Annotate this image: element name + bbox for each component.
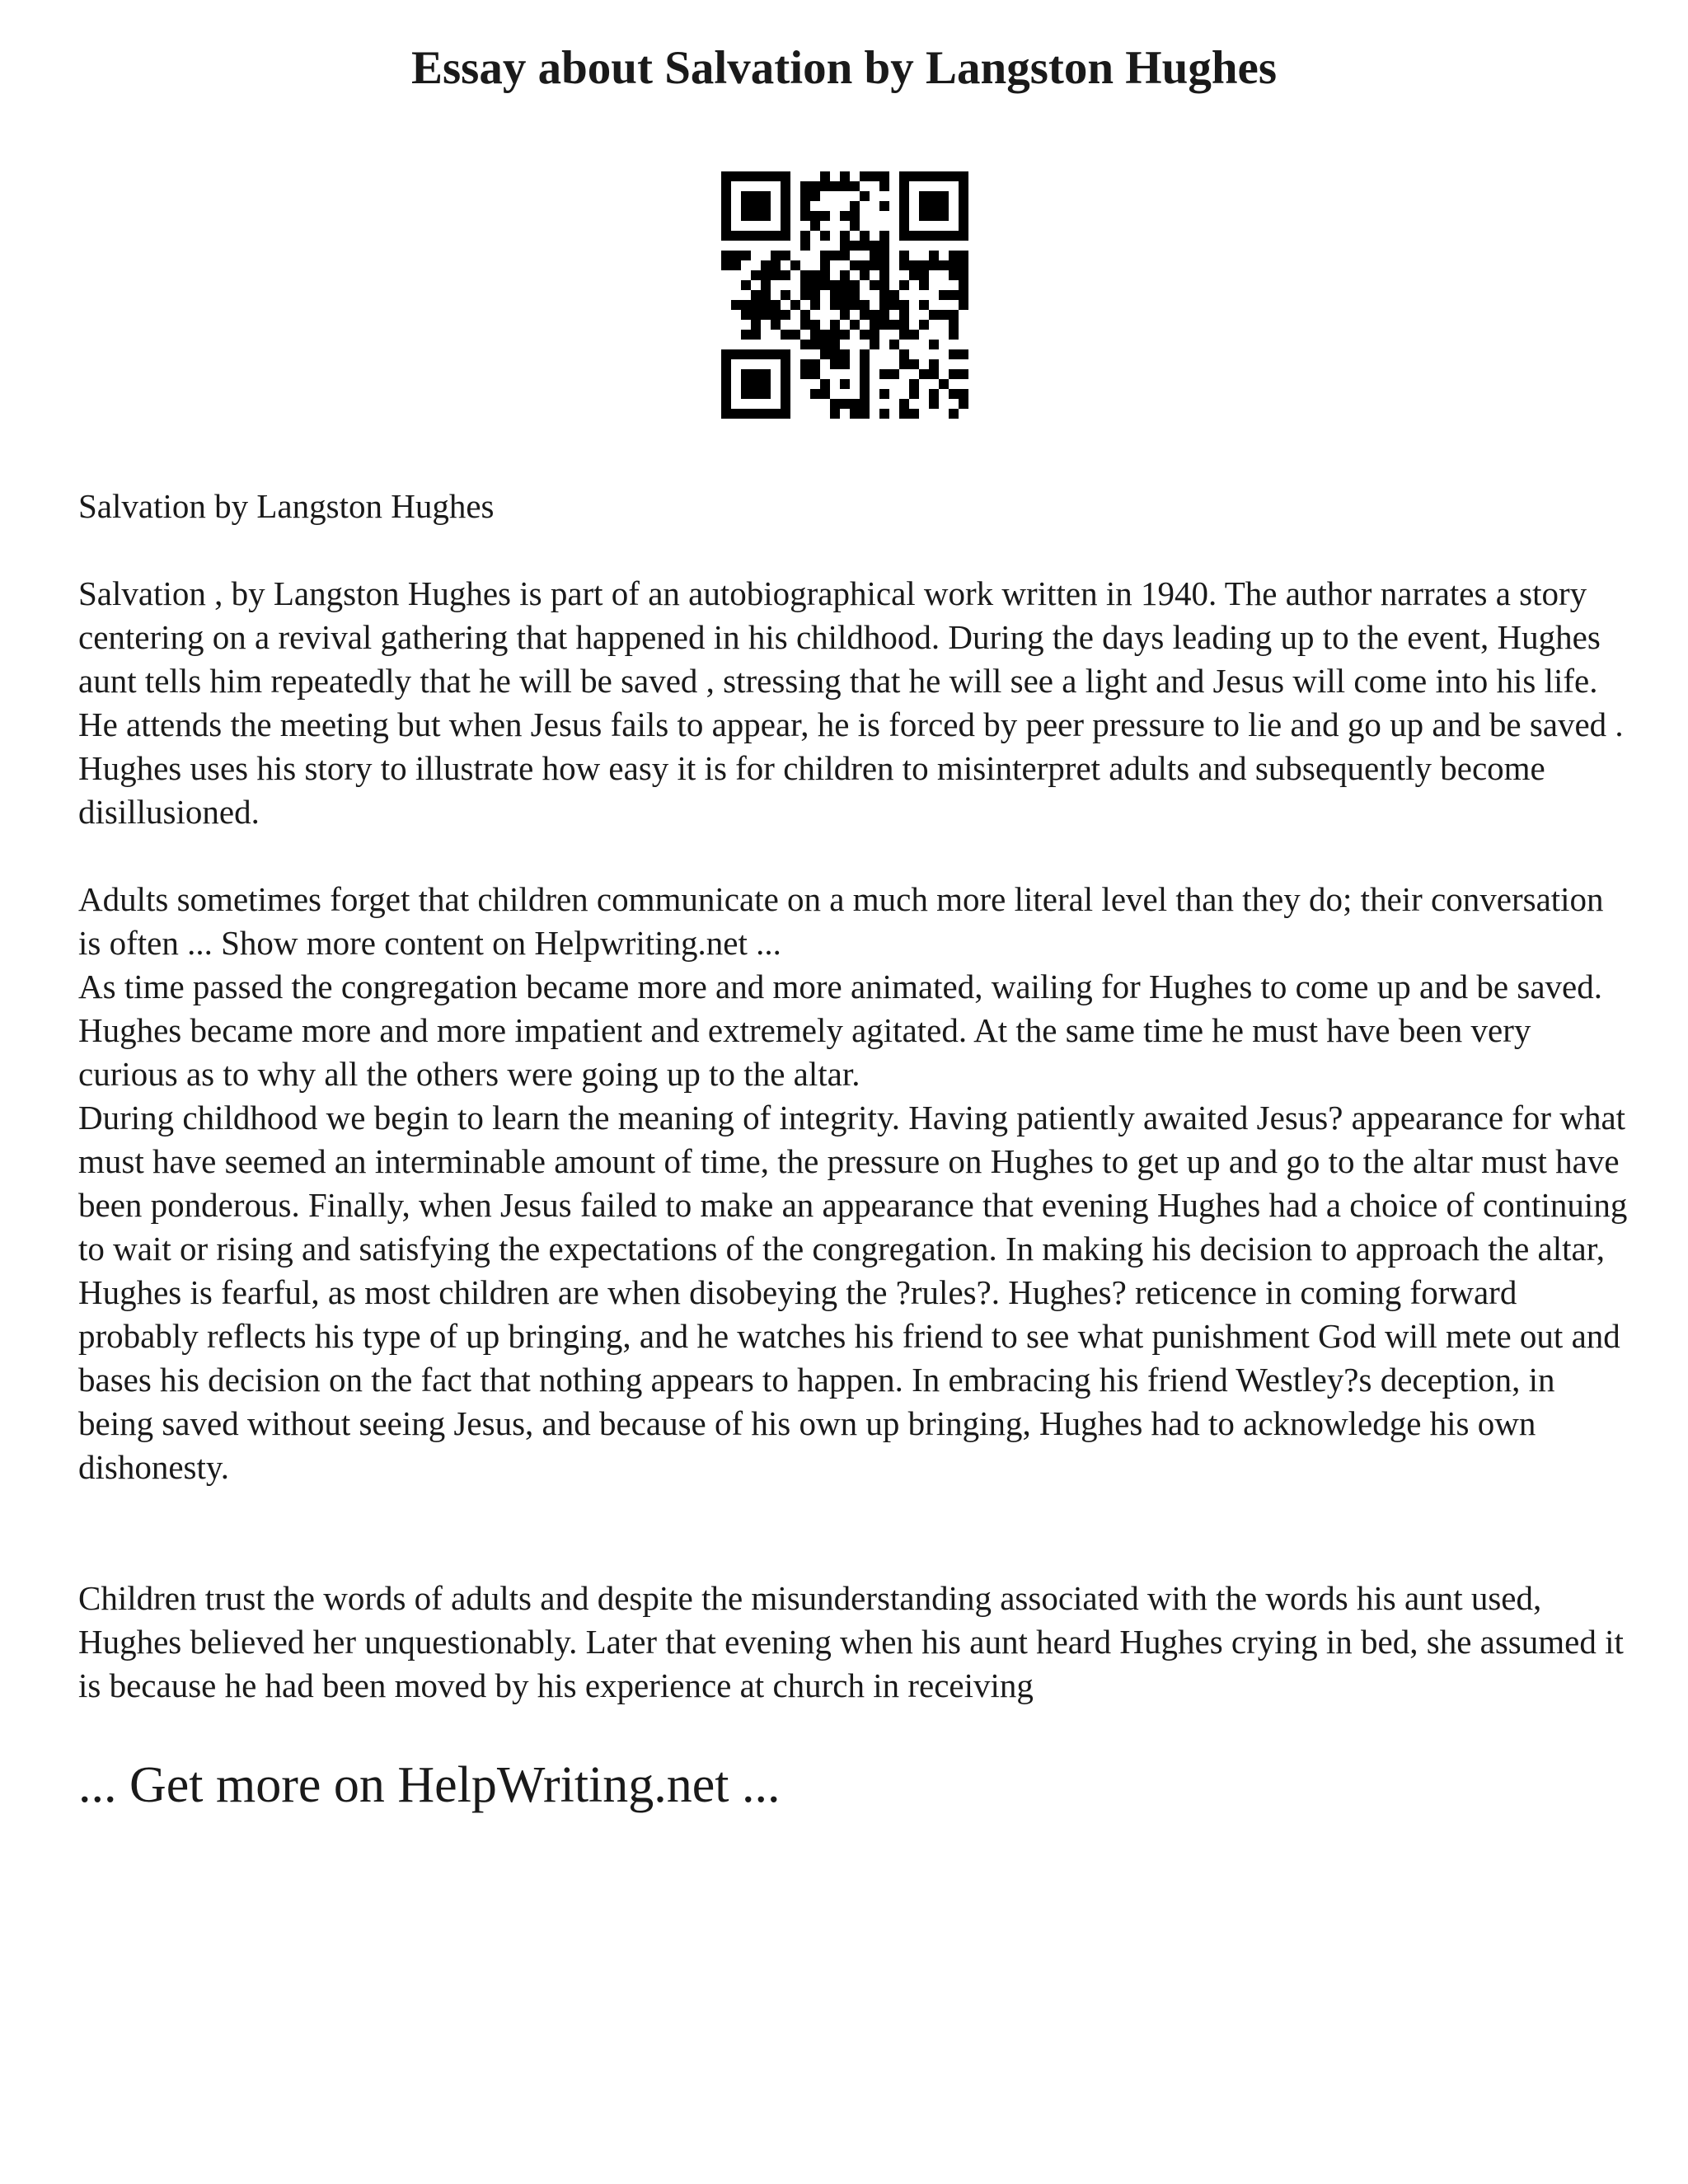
paragraph-congregation: As time passed the congregation became more and more animated, wailing for Hughes to come up and be saved. Hughes became more and more impatient and extremely agitated. At the same time he must have been very curious as to why all the others were going up to the altar.: [78, 968, 1602, 1093]
document-title: Essay about Salvation by Langston Hughes: [410, 42, 1278, 94]
get-more-link[interactable]: ... Get more on HelpWriting.net ...: [78, 1757, 781, 1813]
paragraph-trust: Children trust the words of adults and despite the misunderstanding associated with the words his aunt used, Hughes believed her unquestionably. Later that evening when his aunt heard Hughes crying in bed, she assumed it is because he had been moved by his experience at church in receiving: [78, 1579, 1624, 1704]
paragraph-excerpt-preview: Adults sometimes forget that children communicate on a much more literal level than they do; their conversation is often ... Show more content on Helpwriting.net ...: [78, 880, 1604, 962]
paragraph-integrity: During childhood we begin to learn the meaning of integrity. Having patiently awaited Jesus? appearance for what must have seemed an interminable amount of time, the pressure on Hughes to get up and go to the altar must have been ponderous. Finally, when Jesus failed to make an appearance that evening Hughes had a choice of continuing to wait or rising and satisfying the expectations of the congregation. In making his decision to approach the altar, Hughes is fearful, as most children are when disobeying the ?rules?. Hughes? reticence in coming forward probably reflects his type of up bringing, and he watches his friend to see what punishment God will mete out and bases his decision on the fact that nothing appears to happen. In embracing his friend Westley?s deception, in being saved without seeing Jesus, and because of his own up bringing, Hughes had to acknowledge his own dishonesty.: [78, 1099, 1628, 1486]
essay-heading: Salvation by Langston Hughes: [78, 487, 495, 525]
qr-code-icon: [721, 171, 968, 419]
paragraph-intro: Salvation , by Langston Hughes is part of an autobiographical work written in 1940. The author narrates a story centering on a revival gathering that happened in his childhood. During the days leading up to the event, Hughes aunt tells him repeatedly that he will be saved , stressing that he will see a light and Jesus will come into his life. He attends the meeting but when Jesus fails to appear, he is forced by peer pressure to lie and go up and be saved . Hughes uses his story to illustrate how easy it is for children to misinterpret adults and subsequently become disillusioned.: [78, 574, 1624, 831]
